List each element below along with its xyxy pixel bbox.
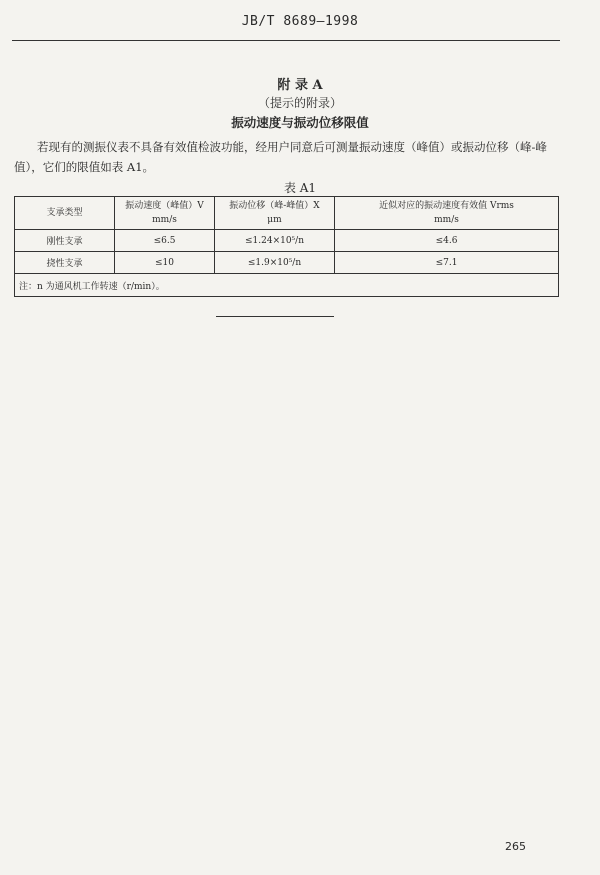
standard-code: JB/T 8689—1998 [241,14,359,29]
cell-type: 挠性支承 [15,252,115,274]
appendix-subtitle: （提示的附录） [257,96,342,110]
table-header-row [15,197,559,230]
header-type-label: 支承类型 [46,208,83,218]
table-note-row [15,274,559,297]
body-paragraph: 若现有的测振仪表不具备有效值检波功能，经用户同意后可测量振动速度（峰值）或振动位移（峰-峰值），它们的限值如表 A1。 [14,140,547,174]
table-caption: 表 A1 [283,181,317,195]
cell-type: 刚性支承 [15,230,115,252]
cell-displacement: ≤1.9×10⁵/n [215,252,335,274]
table-row [15,252,559,274]
cell-velocity: ≤10 [115,252,215,274]
end-rule [216,316,334,317]
appendix-title: 附 录 A [277,78,323,93]
header-displacement-unit: μm [267,215,282,225]
table-row [15,230,559,252]
cell-rms: ≤7.1 [335,252,559,274]
header-cell-rms [335,197,559,230]
header-cell-type [15,197,115,230]
header-displacement-label: 振动位移（峰-峰值）X [229,201,320,211]
header-velocity-label: 振动速度（峰值）V [125,201,204,211]
table-note: 注：n 为通风机工作转速（r/min）。 [15,274,559,297]
cell-velocity: ≤6.5 [115,230,215,252]
appendix-heading: 振动速度与振动位移限值 [231,115,369,130]
header-cell-velocity [115,197,215,230]
header-rms-label: 近似对应的振动速度有效值 Vrms [379,201,514,211]
cell-rms: ≤4.6 [335,230,559,252]
cell-displacement: ≤1.24×10⁵/n [215,230,335,252]
header-rms-unit: mm/s [434,215,459,225]
header-rule [12,40,560,41]
limits-table [14,196,559,297]
header-velocity-unit: mm/s [152,215,177,225]
header-cell-displacement [215,197,335,230]
page-number: 265 [505,840,526,853]
